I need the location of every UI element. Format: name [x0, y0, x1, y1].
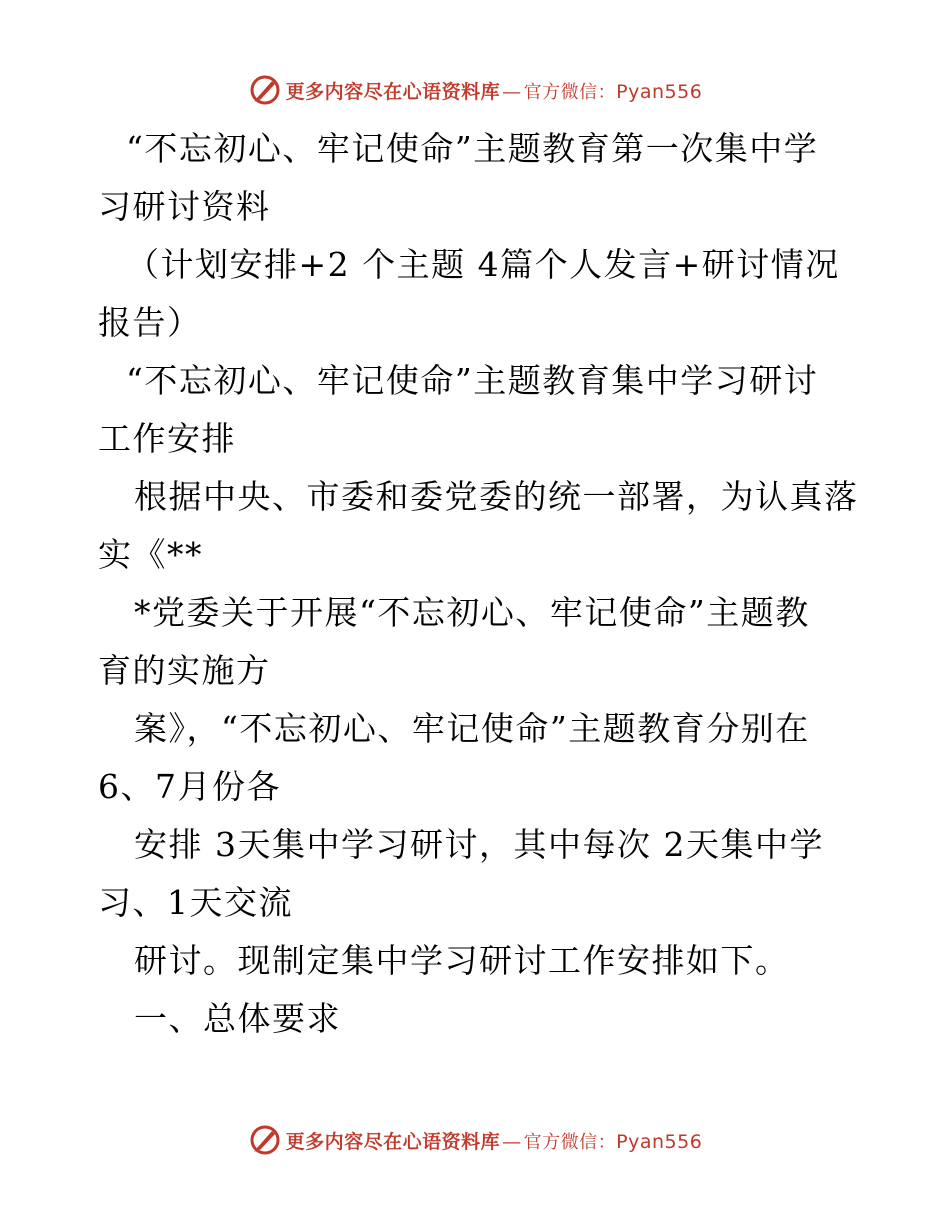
- paragraph-line: 根据中央、市委和委党委的统一部署，为认真落: [134, 477, 859, 516]
- header-watermark: [0, 70, 950, 110]
- watermark-wechat-id: Pyan556: [616, 1130, 703, 1153]
- watermark-text: [286, 77, 703, 104]
- document-body: [98, 120, 858, 1048]
- doc-title-line-2: 习研讨资料: [98, 187, 271, 226]
- paragraph-line: 安排 3天集中学习研讨，其中每次 2天集中学: [134, 825, 824, 864]
- watermark-separator: —: [502, 1130, 522, 1153]
- watermark-wechat-id: Pyan556: [616, 80, 703, 103]
- doc-subtitle-line-1: （计划安排+2 个主题 4篇个人发言+研讨情况: [126, 245, 840, 284]
- watermark-text: [286, 1127, 703, 1154]
- paragraph-line: 案》，“不忘初心、牢记使命”主题教育分别在: [134, 709, 810, 748]
- paragraph-line: 研讨。现制定集中学习研讨工作安排如下。: [134, 941, 790, 980]
- watermark-label: 官方微信：: [523, 1131, 617, 1153]
- doc-subtitle-line-2: 报告）: [98, 303, 202, 342]
- doc-title-line-1: “不忘初心、牢记使命”主题教育第一次集中学: [126, 129, 819, 168]
- section-title-line-2: 工作安排: [98, 419, 236, 458]
- paragraph-line: *党委关于开展“不忘初心、牢记使命”主题教: [134, 593, 810, 632]
- watermark-label: 官方微信：: [523, 81, 617, 103]
- paragraph-line: 6、7月份各: [98, 767, 281, 806]
- quill-pen-circle-icon: [248, 73, 282, 107]
- paragraph-line: 育的实施方: [98, 651, 271, 690]
- watermark-brand: 更多内容尽在心语资料库: [285, 1130, 501, 1153]
- paragraph-line: 实《**: [98, 535, 203, 574]
- paragraph-line: 习、1天交流: [98, 883, 293, 922]
- quill-pen-circle-icon: [248, 1123, 282, 1157]
- section-title-line-1: “不忘初心、牢记使命”主题教育集中学习研讨: [126, 361, 819, 400]
- footer-watermark: [0, 1120, 950, 1160]
- section-heading: 一、总体要求: [134, 999, 341, 1038]
- watermark-separator: —: [502, 80, 522, 103]
- watermark-brand: 更多内容尽在心语资料库: [285, 80, 501, 103]
